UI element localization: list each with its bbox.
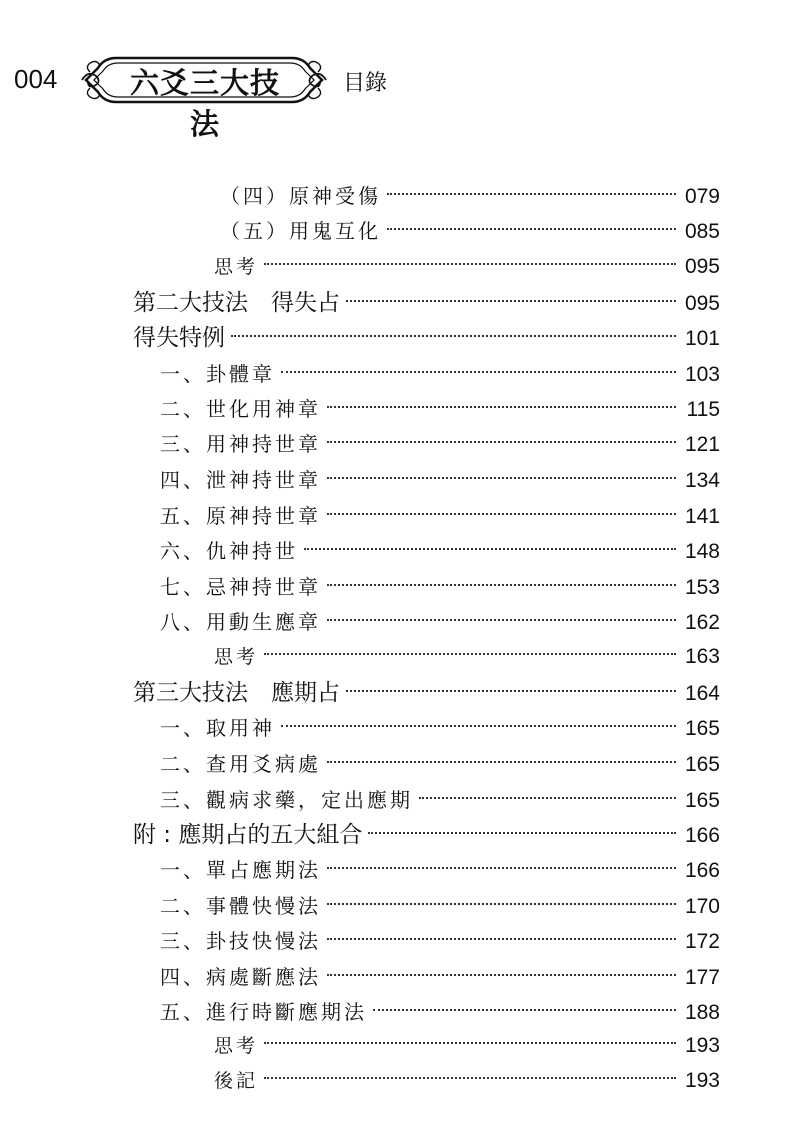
toc-entry-page: 134: [684, 469, 720, 492]
page-header: [0, 52, 808, 141]
toc-entry-page: 166: [684, 824, 720, 847]
toc-entry-page: 193: [684, 1034, 720, 1057]
dot-leader: [231, 335, 676, 337]
dot-leader: [327, 406, 676, 408]
toc-entry: [214, 1029, 720, 1063]
dot-leader: [281, 725, 676, 727]
toc-entry-title: 思考: [214, 1035, 259, 1057]
dot-leader: [327, 867, 676, 869]
toc-entry-page: 115: [686, 398, 720, 421]
toc-entry: [160, 889, 720, 923]
toc-entry-page: 164: [684, 682, 720, 705]
dot-leader: [387, 193, 676, 195]
dot-leader: [281, 371, 676, 373]
toc-entry: [160, 427, 720, 461]
toc-entry-page: 172: [684, 930, 720, 953]
dot-leader: [304, 548, 676, 550]
toc-entry: [133, 286, 720, 320]
toc-entry: [160, 924, 720, 958]
toc-entry-title: 七、忌神持世章: [160, 575, 321, 599]
toc-entry: [160, 357, 720, 391]
toc-entry-title: 二、查用爻病處: [160, 752, 321, 776]
dot-leader: [327, 513, 676, 515]
dot-leader: [264, 1077, 676, 1079]
dot-leader: [327, 584, 676, 586]
toc-entry-title: 五、進行時斷應期法: [160, 1000, 367, 1024]
toc-entry-page: 095: [684, 292, 720, 315]
toc-entry: [160, 570, 720, 604]
dot-leader: [327, 938, 676, 940]
toc-entry-title: 八、用動生應章: [160, 610, 321, 634]
toc-entry: [160, 499, 720, 533]
toc-entry: [160, 711, 720, 745]
toc-entry-page: 177: [684, 966, 720, 989]
toc-entry-title: 附 : 應期占的五大組合: [133, 822, 363, 848]
toc-entry-page: 166: [684, 859, 720, 882]
toc-entry-title: 一、卦體章: [160, 362, 275, 386]
toc-entry: [160, 783, 720, 817]
toc-entry-page: 165: [684, 753, 720, 776]
toc-entry-title: （四）原神受傷: [220, 184, 381, 208]
dot-leader: [387, 228, 676, 230]
toc-entry-page: 162: [684, 611, 720, 634]
toc-entry-page: 193: [684, 1069, 720, 1092]
toc-entry-page: 095: [684, 255, 720, 278]
toc-entry: [133, 818, 720, 852]
section-title: 目錄: [343, 71, 388, 96]
toc-entry: [133, 321, 720, 355]
title-badge: [76, 52, 332, 141]
toc-entry-page: 163: [684, 645, 720, 668]
toc-entry-page: 188: [684, 1001, 720, 1024]
toc-entry-title: 五、原神持世章: [160, 504, 321, 528]
dot-leader: [264, 653, 676, 655]
toc-entry: [214, 640, 720, 674]
dot-leader: [264, 1042, 676, 1044]
dot-leader: [327, 477, 676, 479]
dot-leader: [327, 761, 676, 763]
dot-leader: [264, 263, 676, 265]
toc-entry-title: 二、事體快慢法: [160, 894, 321, 918]
dot-leader: [327, 974, 676, 976]
dot-leader: [346, 300, 676, 302]
dot-leader: [327, 903, 676, 905]
toc-entry: [214, 250, 720, 284]
toc-entry-title: 四、病處斷應法: [160, 965, 321, 989]
toc-entry-title: 一、單占應期法: [160, 858, 321, 882]
toc-entry-title: 第二大技法 得失占: [133, 290, 340, 316]
dot-leader: [368, 832, 676, 834]
toc-entry-page: 079: [684, 185, 720, 208]
toc-entry-page: 165: [684, 717, 720, 740]
toc-entry-page: 103: [684, 363, 720, 386]
toc-entry: [160, 747, 720, 781]
toc-entry: [160, 853, 720, 887]
page-number: 004: [14, 64, 58, 94]
toc-entry-title: 三、卦技快慢法: [160, 929, 321, 953]
toc-entry-page: 141: [684, 505, 720, 528]
toc-entry: [214, 1064, 720, 1098]
toc-entry-title: 思考: [214, 256, 259, 278]
dot-leader: [327, 441, 676, 443]
toc-entry-title: 後記: [214, 1070, 259, 1092]
toc-entry-title: （五）用鬼互化: [220, 219, 381, 243]
toc-entry: [160, 605, 720, 639]
toc-entry: [160, 960, 720, 994]
toc-entry: [160, 534, 720, 568]
toc-entry-page: 101: [684, 327, 720, 350]
toc-entry-title: 思考: [214, 646, 259, 668]
toc-entry: [160, 995, 720, 1029]
toc-entry: [160, 392, 720, 426]
toc-entry-page: 085: [684, 220, 720, 243]
dot-leader: [346, 690, 676, 692]
toc-entry: [133, 676, 720, 710]
toc-entry-page: 165: [684, 789, 720, 812]
dot-leader: [373, 1009, 676, 1011]
toc-entry-title: 一、取用神: [160, 716, 275, 740]
toc-entry-page: 148: [684, 540, 720, 563]
toc-entry-title: 三、用神持世章: [160, 432, 321, 456]
toc-entry: [160, 463, 720, 497]
toc-entry-title: 第三大技法 應期占: [133, 680, 340, 706]
toc-entry-title: 四、泄神持世章: [160, 468, 321, 492]
toc-entry-title: 二、世化用神章: [160, 397, 321, 421]
toc-entry: [220, 179, 720, 213]
dot-leader: [419, 797, 676, 799]
toc-entry-title: 得失特例: [133, 325, 225, 351]
book-title: 六爻三大技法: [129, 66, 280, 141]
toc-entry-page: 121: [684, 433, 720, 456]
dot-leader: [327, 619, 676, 621]
toc-entry-title: 三、觀病求藥，定出應期: [160, 788, 413, 812]
toc-entry: [220, 214, 720, 248]
toc-entry-title: 六、仇神持世: [160, 539, 298, 563]
toc-entry-page: 153: [684, 576, 720, 599]
toc-entry-page: 170: [684, 895, 720, 918]
